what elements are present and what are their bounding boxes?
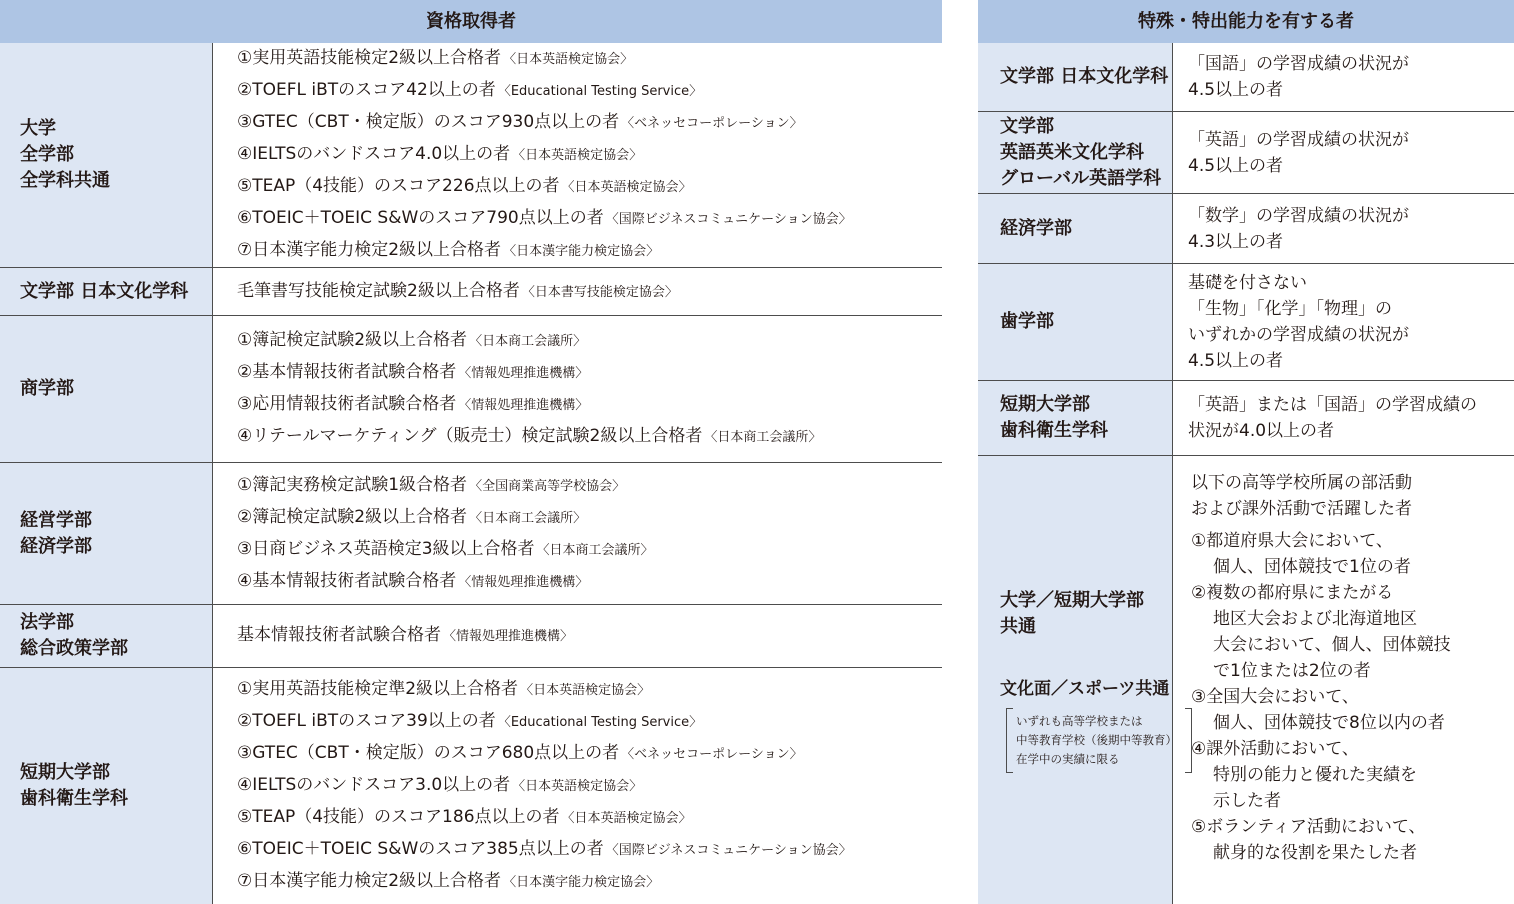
list-item: ⑤TEAP（4技能）のスコア226点以上の者 〈日本英語検定協会〉 xyxy=(237,176,692,196)
table-row xyxy=(0,668,942,904)
list-item: ②TOEFL iBTのスコア39以上の者 〈Educational Testing Service〉 xyxy=(237,711,703,731)
list-item: ③GTEC（CBT・検定版）のスコア930点以上の者 〈ベネッセコーポレーション〉 xyxy=(237,112,803,132)
list-item: 毛筆書写技能検定試験2級以上合格者 〈日本書写技能検定協会〉 xyxy=(237,280,678,301)
table-row xyxy=(978,194,1514,264)
list-item: ③応用情報技術者試験合格者 〈情報処理推進機構〉 xyxy=(237,394,589,414)
list-item: ⑤ボランティア活動において、 献身的な役割を果たした者 xyxy=(1191,817,1426,863)
items-cell xyxy=(213,316,942,462)
description-cell: 以下の高等学校所属の部活動 および課外活動で活躍した者 ①都道府県大会において、 個人、団体競技で1位の者 ②複数の都府県にまたがる 地区大会および北海道地区 大会において、個人、団体競技 で1位または2位の者 ③全国大会において、 個人、団体競技で8位以内の者 ④課外活動において、 特別の能力と優れた実績を 示した者 ⑤ボランティア活動において、 献身的な役割を果たした者 xyxy=(1173,456,1514,904)
table-row xyxy=(0,316,942,463)
list-item: ⑦日本漢字能力検定2級以上合格者 〈日本漢字能力検定協会〉 xyxy=(237,240,660,260)
table-row xyxy=(978,264,1514,381)
list-item: ③全国大会において、 個人、団体競技で8位以内の者 xyxy=(1191,687,1445,733)
list-item: ②TOEFL iBTのスコア42以上の者 〈Educational Testing Service〉 xyxy=(237,80,703,100)
list-item: ①簿記検定試験2級以上合格者 〈日本商工会議所〉 xyxy=(237,330,587,350)
table-row xyxy=(978,43,1514,112)
list-item: 基本情報技術者試験合格者 〈情報処理推進機構〉 xyxy=(237,625,574,645)
items-cell xyxy=(213,43,942,267)
items-cell xyxy=(213,668,942,904)
description-cell: 「国語」の学習成績の状況が 4.5以上の者 xyxy=(1188,54,1409,100)
list-item: ③日商ビジネス英語検定3級以上合格者 〈日本商工会議所〉 xyxy=(237,538,654,559)
list-item: ⑥TOEIC＋TOEIC S&Wのスコア790点以上の者 〈国際ビジネスコミュニケーション協会〉 xyxy=(237,208,852,228)
category-cell: 法学部 総合政策学部 xyxy=(0,605,213,667)
list-item: ①実用英語技能検定2級以上合格者 〈日本英語検定協会〉 xyxy=(237,48,634,68)
items-cell xyxy=(213,268,942,315)
category-cell: 大学 全学部 全学科共通 xyxy=(0,43,213,267)
qualification-header: 資格取得者 xyxy=(0,0,942,43)
list-item: ②簿記検定試験2級以上合格者 〈日本商工会議所〉 xyxy=(237,506,587,527)
description-cell: 「数学」の学習成績の状況が 4.3以上の者 xyxy=(1188,205,1409,252)
description-cell: 「英語」または「国語」の学習成績の 状況が4.0以上の者 xyxy=(1188,395,1477,441)
category-cell: 経済学部 xyxy=(978,194,1173,263)
description-cell: 「英語」の学習成績の状況が 4.5以上の者 xyxy=(1188,129,1409,176)
list-item: ⑥TOEIC＋TOEIC S&Wのスコア385点以上の者 〈国際ビジネスコミュニケーション協会〉 xyxy=(237,839,852,859)
list-item: ④基本情報技術者試験合格者 〈情報処理推進機構〉 xyxy=(237,570,589,591)
list-item: ④IELTSのバンドスコア4.0以上の者 〈日本英語検定協会〉 xyxy=(237,144,643,164)
list-item: ①都道府県大会において、 個人、団体競技で1位の者 xyxy=(1191,531,1411,577)
category-cell: 短期大学部 歯科衛生学科 xyxy=(978,381,1173,455)
table-row xyxy=(0,268,942,316)
list-item: ④IELTSのバンドスコア3.0以上の者 〈日本英語検定協会〉 xyxy=(237,775,643,795)
list-item: ③GTEC（CBT・検定版）のスコア680点以上の者 〈ベネッセコーポレーション〉 xyxy=(237,743,803,763)
category-cell: 文学部 日本文化学科 xyxy=(978,43,1173,111)
category-cell: 文学部 英語英米文化学科 グローバル英語学科 xyxy=(978,112,1173,193)
list-item: ①簿記実務検定試験1級合格者 〈全国商業高等学校協会〉 xyxy=(237,474,626,495)
note-box: いずれも高等学校または 中等教育学校（後期中等教育） 在学中の実績に限る xyxy=(1006,708,1192,773)
list-item: ②複数の都府県にまたがる 地区大会および北海道地区 大会において、個人、団体競技 で1位または2位の者 xyxy=(1191,583,1451,681)
list-item: ④課外活動において、 特別の能力と優れた実績を 示した者 xyxy=(1191,739,1417,811)
category-cell: 大学／短期大学部 共通 文化面／スポーツ共通 いずれも高等学校または 中等教育学校（後期中等教育） 在学中の実績に限る xyxy=(978,456,1173,904)
table-row xyxy=(978,456,1514,904)
special-ability-header: 特殊・特出能力を有する者 xyxy=(978,0,1514,43)
list-item: ⑦日本漢字能力検定2級以上合格者 〈日本漢字能力検定協会〉 xyxy=(237,871,660,891)
table-row xyxy=(978,381,1514,456)
category-cell: 短期大学部 歯科衛生学科 xyxy=(0,668,213,904)
list-item: ②基本情報技術者試験合格者 〈情報処理推進機構〉 xyxy=(237,362,589,382)
list-item: ①実用英語技能検定準2級以上合格者 〈日本英語検定協会〉 xyxy=(237,679,651,699)
list-item: ⑤TEAP（4技能）のスコア186点以上の者 〈日本英語検定協会〉 xyxy=(237,807,692,827)
culture-sports-label: 文化面／スポーツ共通 xyxy=(1000,678,1170,699)
table-row xyxy=(978,112,1514,194)
table-row xyxy=(0,463,942,605)
items-cell xyxy=(213,463,942,604)
list-item: ④リテールマーケティング（販売士）検定試験2級以上合格者 〈日本商工会議所〉 xyxy=(237,426,822,446)
special-ability-table xyxy=(978,0,1514,904)
category-cell: 経営学部 経済学部 xyxy=(0,463,213,604)
description-cell: 基礎を付さない 「生物」「化学」「物理」の いずれかの学習成績の状況が 4.5以上の者 xyxy=(1188,273,1409,371)
table-row xyxy=(0,43,942,268)
category-cell: 商学部 xyxy=(0,316,213,462)
category-cell: 文学部 日本文化学科 xyxy=(0,268,213,315)
table-row xyxy=(0,605,942,668)
category-cell: 歯学部 xyxy=(978,264,1173,380)
items-cell xyxy=(213,605,942,667)
